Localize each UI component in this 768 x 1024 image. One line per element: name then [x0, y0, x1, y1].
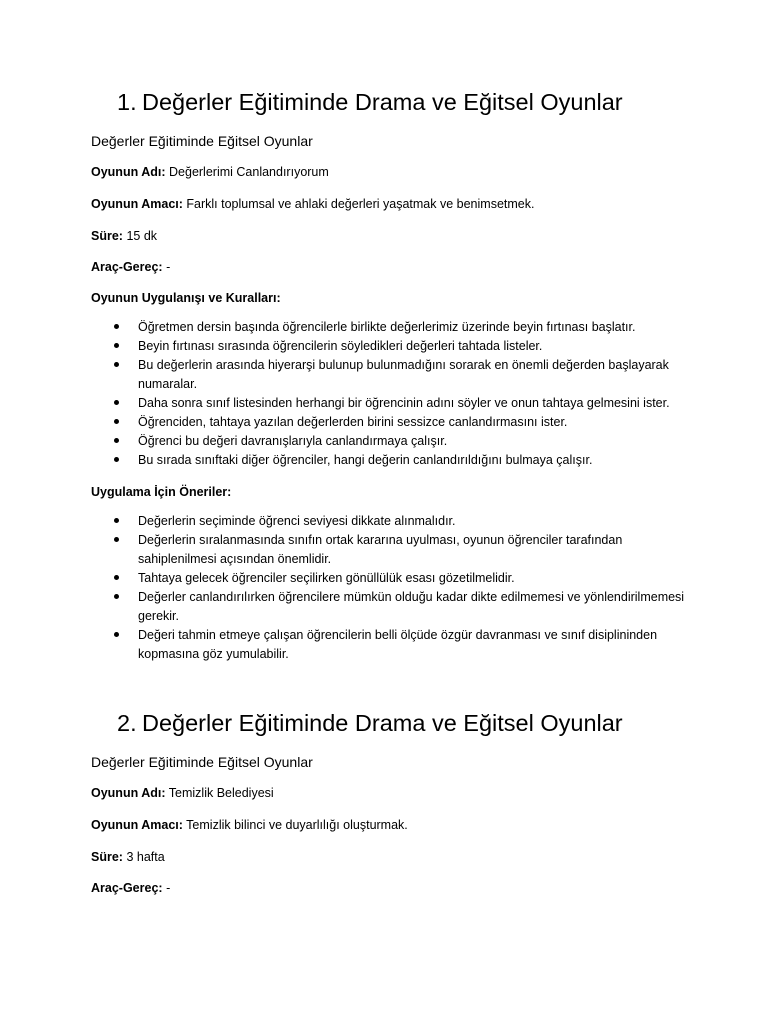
list-item: Öğrenciden, tahtaya yazılan değerlerden birini sessizce canlandırmasını ister.	[91, 413, 691, 432]
bullet-icon	[114, 518, 119, 523]
game-purpose-value: Temizlik bilinci ve duyarlılığı oluşturmak.	[186, 818, 408, 832]
duration-label: Süre:	[91, 229, 123, 243]
bullet-icon	[114, 457, 119, 462]
bullet-icon	[114, 632, 119, 637]
game-name-value: Değerlerimi Canlandırıyorum	[169, 165, 329, 179]
bullet-icon	[114, 343, 119, 348]
section-1-number: 1.	[117, 89, 137, 115]
list-item: Öğretmen dersin başında öğrencilerle birlikte değerlerimiz üzerinde beyin fırtınası başlatır.	[91, 318, 691, 337]
bullet-icon	[114, 438, 119, 443]
materials-value: -	[166, 881, 171, 895]
section-2-duration	[91, 849, 678, 865]
game-purpose-value: Farklı toplumsal ve ahlaki değerleri yaşatmak ve benimsetmek.	[186, 197, 535, 211]
materials-label: Araç-Gereç:	[91, 260, 163, 274]
bullet-icon	[114, 400, 119, 405]
game-purpose-label: Oyunun Amacı:	[91, 197, 183, 211]
list-item: Değeri tahmin etmeye çalışan öğrencilerin belli ölçüde özgür davranması ve sınıf disiplininden kopmasına göz yumulabilir.	[91, 626, 691, 664]
bullet-icon	[114, 362, 119, 367]
section-1	[91, 0, 685, 664]
suggestions-heading: Uygulama İçin Öneriler:	[91, 485, 232, 499]
bullet-icon	[114, 537, 119, 542]
rules-list	[91, 318, 678, 470]
section-2-game-purpose	[91, 817, 678, 833]
list-item: Bu sırada sınıftaki diğer öğrenciler, hangi değerin canlandırıldığını bulmaya çalışır.	[91, 451, 691, 470]
suggestions-list	[91, 512, 685, 664]
bullet-icon	[114, 594, 119, 599]
section-2-game-name	[91, 785, 678, 801]
game-name-value: Temizlik Belediyesi	[168, 786, 274, 800]
game-purpose-label: Oyunun Amacı:	[91, 818, 183, 832]
materials-value: -	[166, 260, 171, 274]
section-2-materials	[91, 880, 678, 896]
section-1-duration	[91, 228, 678, 244]
rules-heading: Oyunun Uygulanışı ve Kuralları:	[91, 291, 281, 305]
list-item: Öğrenci bu değeri davranışlarıyla canlandırmaya çalışır.	[91, 432, 691, 451]
game-name-label: Oyunun Adı:	[91, 786, 166, 800]
list-item: Bu değerlerin arasında hiyerarşi bulunup bulunmadığını sorarak en önemli değerden başlayarak numaralar.	[91, 356, 691, 394]
section-2-title	[91, 708, 678, 738]
section-1-game-name	[91, 164, 678, 180]
duration-value: 3 hafta	[126, 850, 165, 864]
list-item: Değerlerin sıralanmasında sınıfın ortak kararına uyulması, oyunun öğrenciler tarafından sahiplenilmesi açısından önemlidir.	[91, 531, 691, 569]
section-1-game-purpose	[91, 196, 678, 212]
bullet-icon	[114, 324, 119, 329]
section-2	[91, 664, 678, 896]
bullet-icon	[114, 419, 119, 424]
duration-value: 15 dk	[126, 229, 158, 243]
list-item: Tahtaya gelecek öğrenciler seçilirken gönüllülük esası gözetilmelidir.	[91, 569, 691, 588]
bullet-icon	[114, 575, 119, 580]
section-2-subtitle: Değerler Eğitiminde Eğitsel Oyunlar	[91, 754, 313, 770]
game-name-label: Oyunun Adı:	[91, 165, 166, 179]
section-1-title	[91, 87, 678, 117]
list-item: Değerlerin seçiminde öğrenci seviyesi dikkate alınmalıdır.	[91, 512, 691, 531]
materials-label: Araç-Gereç:	[91, 881, 163, 895]
section-1-subtitle: Değerler Eğitiminde Eğitsel Oyunlar	[91, 133, 313, 149]
section-2-number: 2.	[117, 710, 137, 736]
duration-label: Süre:	[91, 850, 123, 864]
section-1-title-text: Değerler Eğitiminde Drama ve Eğitsel Oyunlar	[142, 89, 623, 115]
list-item: Daha sonra sınıf listesinden herhangi bir öğrencinin adını söyler ve onun tahtaya gelmesini ister.	[91, 394, 691, 413]
section-1-materials	[91, 259, 678, 275]
list-item: Beyin fırtınası sırasında öğrencilerin söyledikleri değerleri tahtada listeler.	[91, 337, 691, 356]
section-2-title-text: Değerler Eğitiminde Drama ve Eğitsel Oyunlar	[142, 710, 623, 736]
list-item: Değerler canlandırılırken öğrencilere mümkün olduğu kadar dikte edilmemesi ve yönlendirilmemesi gerekir.	[91, 588, 691, 626]
